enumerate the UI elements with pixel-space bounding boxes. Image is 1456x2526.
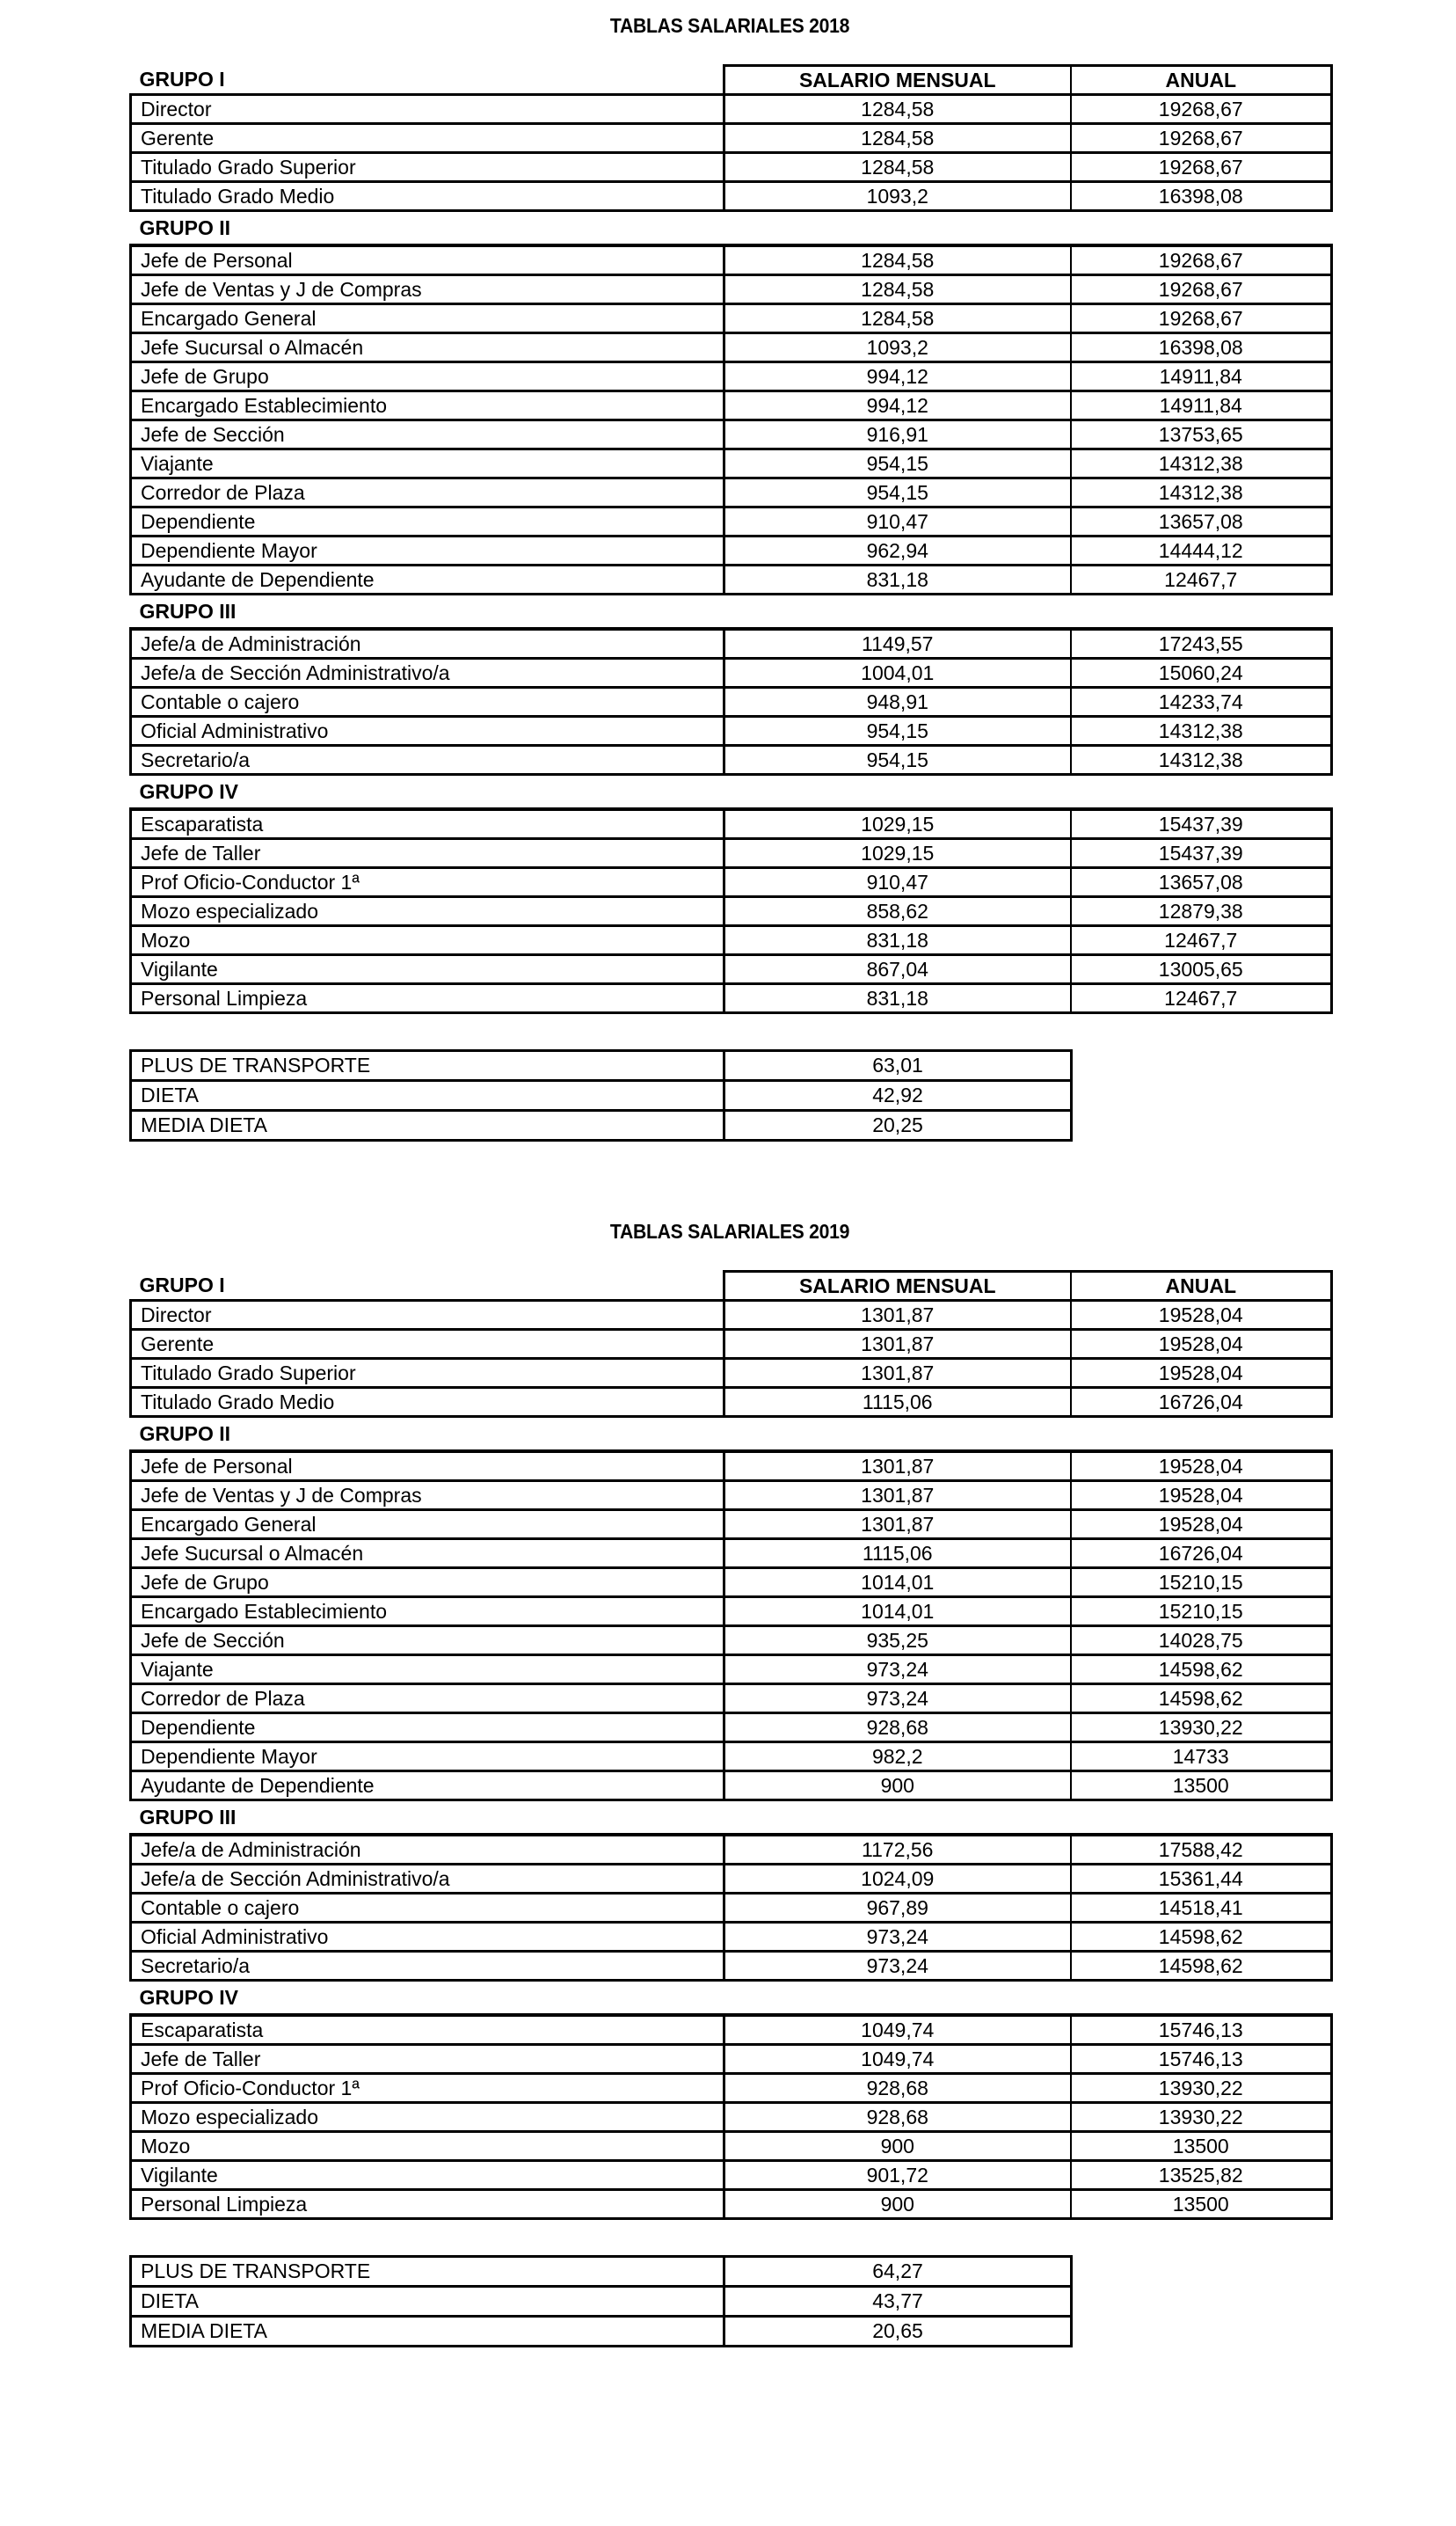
monthly-salary-cell: 982,2 [724, 1742, 1071, 1771]
annual-salary-cell: 15361,44 [1071, 1865, 1332, 1894]
group-label: GRUPO IV [139, 780, 238, 803]
annual-salary-cell: 14233,74 [1071, 688, 1332, 717]
category-cell: Encargado Establecimiento [131, 1597, 724, 1626]
monthly-salary-cell: 901,72 [724, 2161, 1071, 2190]
category-cell: Titulado Grado Superior [131, 1359, 724, 1388]
monthly-salary-cell: 1284,58 [724, 153, 1071, 182]
annual-salary-cell: 16398,08 [1071, 182, 1332, 211]
annual-salary-cell: 17243,55 [1071, 629, 1332, 659]
column-header-monthly: SALARIO MENSUAL [724, 1272, 1071, 1301]
group-label: GRUPO I [131, 1272, 724, 1301]
table-row [131, 868, 1332, 897]
category-cell: Jefe de Grupo [131, 362, 724, 391]
category-cell: Jefe/a de Sección Administrativo/a [131, 1865, 724, 1894]
table-row [131, 1835, 1332, 1865]
column-header-annual: ANUAL [1071, 66, 1332, 95]
category-cell: Jefe de Personal [131, 1451, 724, 1481]
category-cell: Director [131, 95, 724, 124]
table-row [131, 2132, 1332, 2161]
category-cell: Viajante [131, 1655, 724, 1684]
annual-salary-cell: 19268,67 [1071, 95, 1332, 124]
salary-section-2018 [129, 11, 1330, 1142]
allowance-value: 43,77 [724, 2287, 1072, 2317]
annual-salary-cell: 14518,41 [1071, 1894, 1332, 1923]
annual-salary-cell: 15210,15 [1071, 1568, 1332, 1597]
table-row [131, 926, 1332, 955]
table-row [131, 1301, 1332, 1330]
table-row [131, 1771, 1332, 1800]
category-cell: Vigilante [131, 2161, 724, 2190]
category-cell: Jefe de Taller [131, 2045, 724, 2074]
monthly-salary-cell: 900 [724, 1771, 1071, 1800]
category-cell: Encargado Establecimiento [131, 391, 724, 420]
table-row [131, 2015, 1332, 2045]
table-row [131, 1894, 1332, 1923]
table-header-row [131, 1272, 1332, 1301]
table-header-row [131, 66, 1332, 95]
annual-salary-cell: 15746,13 [1071, 2015, 1332, 2045]
monthly-salary-cell: 1024,09 [724, 1865, 1071, 1894]
annual-salary-cell: 19528,04 [1071, 1451, 1332, 1481]
monthly-salary-cell: 954,15 [724, 449, 1071, 478]
table-row [131, 1952, 1332, 1981]
monthly-salary-cell: 858,62 [724, 897, 1071, 926]
annual-salary-cell: 12467,7 [1071, 984, 1332, 1013]
table-row [131, 809, 1332, 839]
group-label: GRUPO IV [139, 1986, 238, 2009]
annual-salary-cell: 13500 [1071, 2190, 1332, 2219]
category-cell: Corredor de Plaza [131, 478, 724, 507]
table-row [131, 629, 1332, 659]
category-cell: Jefe de Personal [131, 245, 724, 275]
category-cell: Dependiente Mayor [131, 537, 724, 566]
table-row [131, 1330, 1332, 1359]
group-label: GRUPO II [139, 216, 231, 239]
salary-table [129, 1270, 1333, 2220]
monthly-salary-cell: 1284,58 [724, 95, 1071, 124]
category-cell: Ayudante de Dependiente [131, 566, 724, 595]
category-cell: Titulado Grado Medio [131, 1388, 724, 1417]
annual-salary-cell: 19268,67 [1071, 124, 1332, 153]
allowance-row [131, 2317, 1072, 2347]
table-row [131, 1359, 1332, 1388]
annual-salary-cell: 14444,12 [1071, 537, 1332, 566]
table-row [131, 1597, 1332, 1626]
annual-salary-cell: 15060,24 [1071, 659, 1332, 688]
monthly-salary-cell: 973,24 [724, 1655, 1071, 1684]
annual-salary-cell: 16726,04 [1071, 1388, 1332, 1417]
annual-salary-cell: 17588,42 [1071, 1835, 1332, 1865]
group-header-row [131, 1417, 1332, 1452]
table-row [131, 2045, 1332, 2074]
category-cell: Jefe de Taller [131, 839, 724, 868]
table-row [131, 955, 1332, 984]
table-row [131, 746, 1332, 775]
annual-salary-cell: 19268,67 [1071, 304, 1332, 333]
category-cell: Jefe/a de Administración [131, 629, 724, 659]
monthly-salary-cell: 1049,74 [724, 2015, 1071, 2045]
category-cell: Gerente [131, 1330, 724, 1359]
annual-salary-cell: 19528,04 [1071, 1359, 1332, 1388]
allowance-row [131, 1051, 1072, 1081]
annual-salary-cell: 13930,22 [1071, 2103, 1332, 2132]
table-row [131, 1923, 1332, 1952]
monthly-salary-cell: 973,24 [724, 1684, 1071, 1713]
table-row [131, 1713, 1332, 1742]
monthly-salary-cell: 1301,87 [724, 1481, 1071, 1510]
category-cell: Contable o cajero [131, 688, 724, 717]
group-header-row [131, 211, 1332, 246]
annual-salary-cell: 13930,22 [1071, 1713, 1332, 1742]
allowances-table [129, 2255, 1073, 2347]
annual-salary-cell: 14598,62 [1071, 1952, 1332, 1981]
monthly-salary-cell: 831,18 [724, 984, 1071, 1013]
category-cell: Jefe Sucursal o Almacén [131, 1539, 724, 1568]
table-row [131, 362, 1332, 391]
annual-salary-cell: 15437,39 [1071, 839, 1332, 868]
annual-salary-cell: 16726,04 [1071, 1539, 1332, 1568]
category-cell: Escaparatista [131, 809, 724, 839]
monthly-salary-cell: 948,91 [724, 688, 1071, 717]
category-cell: Viajante [131, 449, 724, 478]
category-cell: Secretario/a [131, 1952, 724, 1981]
annual-salary-cell: 13753,65 [1071, 420, 1332, 449]
monthly-salary-cell: 1284,58 [724, 304, 1071, 333]
table-row [131, 449, 1332, 478]
monthly-salary-cell: 1301,87 [724, 1330, 1071, 1359]
allowance-row [131, 2257, 1072, 2287]
category-cell: Dependiente [131, 1713, 724, 1742]
table-row [131, 182, 1332, 211]
table-row [131, 153, 1332, 182]
annual-salary-cell: 14312,38 [1071, 478, 1332, 507]
annual-salary-cell: 13525,82 [1071, 2161, 1332, 2190]
monthly-salary-cell: 1115,06 [724, 1539, 1071, 1568]
monthly-salary-cell: 1093,2 [724, 182, 1071, 211]
table-row [131, 1865, 1332, 1894]
annual-salary-cell: 13500 [1071, 2132, 1332, 2161]
monthly-salary-cell: 962,94 [724, 537, 1071, 566]
monthly-salary-cell: 994,12 [724, 391, 1071, 420]
monthly-salary-cell: 1029,15 [724, 809, 1071, 839]
category-cell: Dependiente Mayor [131, 1742, 724, 1771]
category-cell: Mozo [131, 926, 724, 955]
table-row [131, 688, 1332, 717]
category-cell: Encargado General [131, 304, 724, 333]
allowance-row [131, 1111, 1072, 1141]
annual-salary-cell: 19528,04 [1071, 1481, 1332, 1510]
annual-salary-cell: 19268,67 [1071, 245, 1332, 275]
table-row [131, 507, 1332, 537]
monthly-salary-cell: 973,24 [724, 1952, 1071, 1981]
annual-salary-cell: 14598,62 [1071, 1923, 1332, 1952]
annual-salary-cell: 14911,84 [1071, 362, 1332, 391]
monthly-salary-cell: 1115,06 [724, 1388, 1071, 1417]
table-title: TABLAS SALARIALES 2018 [609, 14, 850, 37]
allowance-value: 64,27 [724, 2257, 1072, 2287]
column-header-annual: ANUAL [1071, 1272, 1332, 1301]
allowance-value: 20,65 [724, 2317, 1072, 2347]
allowance-row [131, 1081, 1072, 1111]
table-row [131, 566, 1332, 595]
table-row [131, 1655, 1332, 1684]
monthly-salary-cell: 967,89 [724, 1894, 1071, 1923]
annual-salary-cell: 13930,22 [1071, 2074, 1332, 2103]
monthly-salary-cell: 928,68 [724, 2103, 1071, 2132]
annual-salary-cell: 12879,38 [1071, 897, 1332, 926]
category-cell: Jefe de Sección [131, 420, 724, 449]
allowance-label: PLUS DE TRANSPORTE [131, 2257, 724, 2287]
table-row [131, 717, 1332, 746]
annual-salary-cell: 13005,65 [1071, 955, 1332, 984]
monthly-salary-cell: 910,47 [724, 507, 1071, 537]
annual-salary-cell: 13500 [1071, 1771, 1332, 1800]
monthly-salary-cell: 1093,2 [724, 333, 1071, 362]
monthly-salary-cell: 954,15 [724, 746, 1071, 775]
category-cell: Ayudante de Dependiente [131, 1771, 724, 1800]
monthly-salary-cell: 1284,58 [724, 124, 1071, 153]
category-cell: Jefe de Ventas y J de Compras [131, 275, 724, 304]
column-header-monthly: SALARIO MENSUAL [724, 66, 1071, 95]
monthly-salary-cell: 1014,01 [724, 1568, 1071, 1597]
table-row [131, 1742, 1332, 1771]
group-label: GRUPO III [139, 1806, 237, 1829]
table-row [131, 1510, 1332, 1539]
annual-salary-cell: 14312,38 [1071, 449, 1332, 478]
category-cell: Mozo [131, 2132, 724, 2161]
annual-salary-cell: 19268,67 [1071, 153, 1332, 182]
annual-salary-cell: 15746,13 [1071, 2045, 1332, 2074]
category-cell: Escaparatista [131, 2015, 724, 2045]
table-row [131, 1388, 1332, 1417]
table-row [131, 478, 1332, 507]
annual-salary-cell: 19528,04 [1071, 1301, 1332, 1330]
annual-salary-cell: 19528,04 [1071, 1510, 1332, 1539]
annual-salary-cell: 14598,62 [1071, 1684, 1332, 1713]
annual-salary-cell: 16398,08 [1071, 333, 1332, 362]
monthly-salary-cell: 1301,87 [724, 1301, 1071, 1330]
table-row [131, 245, 1332, 275]
table-row [131, 391, 1332, 420]
allowances-table [129, 1049, 1073, 1142]
category-cell: Jefe/a de Sección Administrativo/a [131, 659, 724, 688]
allowance-label: MEDIA DIETA [131, 2317, 724, 2347]
annual-salary-cell: 14911,84 [1071, 391, 1332, 420]
monthly-salary-cell: 1029,15 [724, 839, 1071, 868]
table-row [131, 1626, 1332, 1655]
monthly-salary-cell: 1301,87 [724, 1510, 1071, 1539]
category-cell: Encargado General [131, 1510, 724, 1539]
category-cell: Prof Oficio-Conductor 1ª [131, 868, 724, 897]
group-header-row [131, 595, 1332, 630]
allowance-label: DIETA [131, 2287, 724, 2317]
table-row [131, 1481, 1332, 1510]
monthly-salary-cell: 831,18 [724, 926, 1071, 955]
table-row [131, 2074, 1332, 2103]
group-label: GRUPO I [131, 66, 724, 95]
monthly-salary-cell: 994,12 [724, 362, 1071, 391]
monthly-salary-cell: 1004,01 [724, 659, 1071, 688]
monthly-salary-cell: 1301,87 [724, 1451, 1071, 1481]
group-header-row [131, 775, 1332, 810]
table-row [131, 1568, 1332, 1597]
category-cell: Titulado Grado Medio [131, 182, 724, 211]
category-cell: Mozo especializado [131, 897, 724, 926]
allowance-label: DIETA [131, 1081, 724, 1111]
category-cell: Jefe de Ventas y J de Compras [131, 1481, 724, 1510]
monthly-salary-cell: 1284,58 [724, 245, 1071, 275]
category-cell: Gerente [131, 124, 724, 153]
monthly-salary-cell: 935,25 [724, 1626, 1071, 1655]
group-header-row [131, 1981, 1332, 2016]
monthly-salary-cell: 1172,56 [724, 1835, 1071, 1865]
category-cell: Titulado Grado Superior [131, 153, 724, 182]
annual-salary-cell: 19528,04 [1071, 1330, 1332, 1359]
table-row [131, 304, 1332, 333]
category-cell: Director [131, 1301, 724, 1330]
table-row [131, 659, 1332, 688]
category-cell: Oficial Administrativo [131, 1923, 724, 1952]
annual-salary-cell: 15437,39 [1071, 809, 1332, 839]
category-cell: Dependiente [131, 507, 724, 537]
category-cell: Jefe Sucursal o Almacén [131, 333, 724, 362]
salary-table [129, 64, 1333, 1014]
table-row [131, 1539, 1332, 1568]
annual-salary-cell: 15210,15 [1071, 1597, 1332, 1626]
allowance-value: 20,25 [724, 1111, 1072, 1141]
table-row [131, 275, 1332, 304]
group-label: GRUPO III [139, 600, 237, 623]
monthly-salary-cell: 1049,74 [724, 2045, 1071, 2074]
monthly-salary-cell: 910,47 [724, 868, 1071, 897]
group-label: GRUPO II [139, 1422, 231, 1445]
category-cell: Mozo especializado [131, 2103, 724, 2132]
monthly-salary-cell: 900 [724, 2190, 1071, 2219]
annual-salary-cell: 14733 [1071, 1742, 1332, 1771]
monthly-salary-cell: 954,15 [724, 717, 1071, 746]
monthly-salary-cell: 831,18 [724, 566, 1071, 595]
category-cell: Secretario/a [131, 746, 724, 775]
table-row [131, 2190, 1332, 2219]
category-cell: Jefe/a de Administración [131, 1835, 724, 1865]
annual-salary-cell: 13657,08 [1071, 507, 1332, 537]
monthly-salary-cell: 973,24 [724, 1923, 1071, 1952]
category-cell: Corredor de Plaza [131, 1684, 724, 1713]
category-cell: Vigilante [131, 955, 724, 984]
monthly-salary-cell: 867,04 [724, 955, 1071, 984]
annual-salary-cell: 19268,67 [1071, 275, 1332, 304]
table-row [131, 95, 1332, 124]
table-row [131, 420, 1332, 449]
category-cell: Jefe de Grupo [131, 1568, 724, 1597]
category-cell: Oficial Administrativo [131, 717, 724, 746]
allowance-label: MEDIA DIETA [131, 1111, 724, 1141]
table-row [131, 1684, 1332, 1713]
table-row [131, 897, 1332, 926]
table-row [131, 124, 1332, 153]
annual-salary-cell: 14312,38 [1071, 717, 1332, 746]
category-cell: Personal Limpieza [131, 984, 724, 1013]
table-row [131, 537, 1332, 566]
group-header-row [131, 1800, 1332, 1836]
allowance-label: PLUS DE TRANSPORTE [131, 1051, 724, 1081]
monthly-salary-cell: 1149,57 [724, 629, 1071, 659]
annual-salary-cell: 12467,7 [1071, 926, 1332, 955]
table-row [131, 1451, 1332, 1481]
monthly-salary-cell: 954,15 [724, 478, 1071, 507]
annual-salary-cell: 14028,75 [1071, 1626, 1332, 1655]
monthly-salary-cell: 916,91 [724, 420, 1071, 449]
monthly-salary-cell: 928,68 [724, 1713, 1071, 1742]
allowance-row [131, 2287, 1072, 2317]
category-cell: Personal Limpieza [131, 2190, 724, 2219]
monthly-salary-cell: 1014,01 [724, 1597, 1071, 1626]
table-row [131, 839, 1332, 868]
annual-salary-cell: 14312,38 [1071, 746, 1332, 775]
category-cell: Jefe de Sección [131, 1626, 724, 1655]
annual-salary-cell: 12467,7 [1071, 566, 1332, 595]
annual-salary-cell: 14598,62 [1071, 1655, 1332, 1684]
table-title: TABLAS SALARIALES 2019 [609, 1220, 850, 1243]
table-row [131, 984, 1332, 1013]
monthly-salary-cell: 900 [724, 2132, 1071, 2161]
monthly-salary-cell: 1301,87 [724, 1359, 1071, 1388]
table-row [131, 2161, 1332, 2190]
category-cell: Contable o cajero [131, 1894, 724, 1923]
annual-salary-cell: 13657,08 [1071, 868, 1332, 897]
monthly-salary-cell: 928,68 [724, 2074, 1071, 2103]
salary-section-2019 [129, 1216, 1330, 2347]
table-row [131, 333, 1332, 362]
allowance-value: 63,01 [724, 1051, 1072, 1081]
allowance-value: 42,92 [724, 1081, 1072, 1111]
category-cell: Prof Oficio-Conductor 1ª [131, 2074, 724, 2103]
table-row [131, 2103, 1332, 2132]
monthly-salary-cell: 1284,58 [724, 275, 1071, 304]
